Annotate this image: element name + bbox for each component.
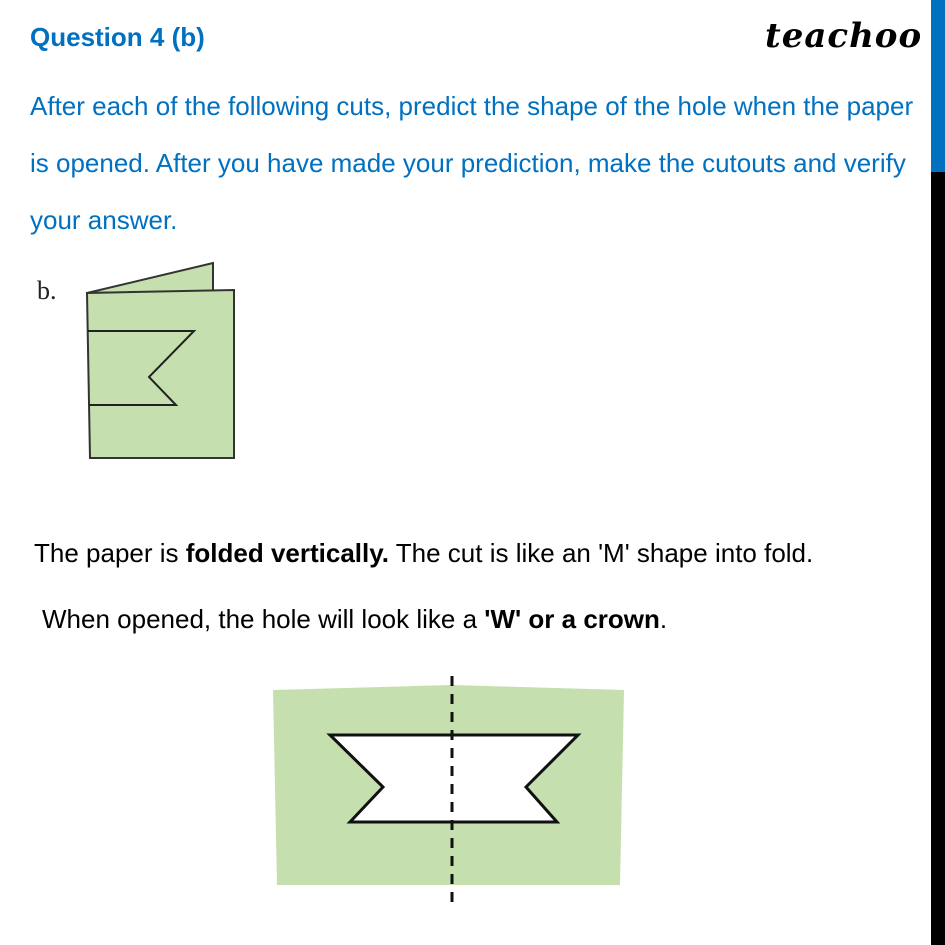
part-label: b.	[37, 276, 57, 305]
front-flap	[87, 290, 234, 458]
back-flap	[87, 263, 213, 293]
question-text: After each of the following cuts, predict the shape of the hole when the paper is opened. After you have made your prediction, make the cutouts and verify your answer.	[30, 91, 914, 235]
teachoo-logo: teachoo	[765, 16, 923, 56]
answer-line-1: The paper is folded vertically. The cut is like an 'M' shape into fold.	[34, 538, 814, 568]
folded-paper-figure	[80, 255, 250, 470]
scrollbar-thumb[interactable]	[931, 0, 945, 172]
answer-line-2: When opened, the hole will look like a 'W' or a crown.	[42, 604, 668, 634]
scrollbar-track[interactable]	[931, 172, 945, 945]
question-title: Question 4 (b)	[30, 22, 205, 52]
opened-paper-figure	[260, 670, 640, 910]
